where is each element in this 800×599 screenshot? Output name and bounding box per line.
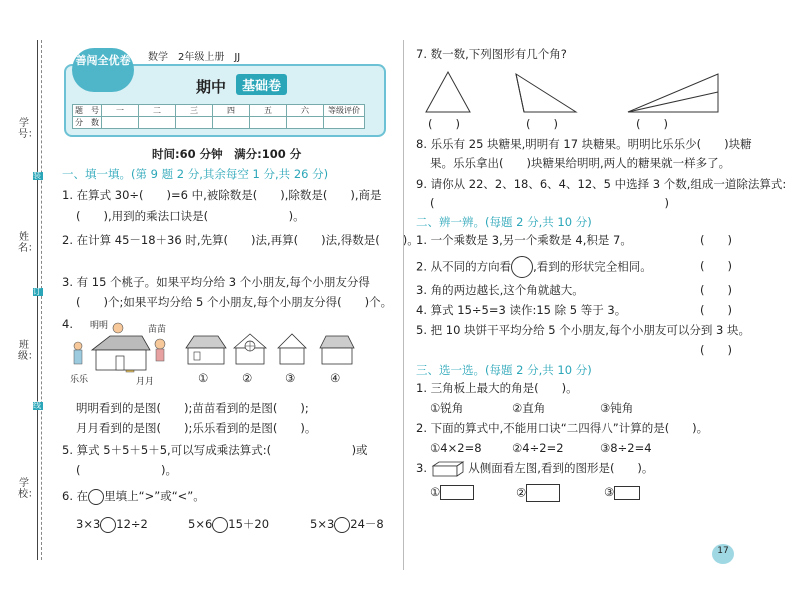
class-label: 班级： [18, 340, 38, 362]
score-cell[interactable] [176, 117, 213, 129]
time-limit: 时间:60 分钟 满分:100 分 [152, 147, 302, 161]
question-8-line-2: 果。乐乐拿出( )块糖果给明明,两人的糖果就一样多了。 [430, 156, 731, 170]
score-cell: 分 数 [73, 117, 102, 129]
name-yueyue: 月月 [136, 377, 155, 387]
compare-circle-icon[interactable] [334, 517, 350, 533]
score-header-cell: 一 [102, 105, 139, 117]
cuboid-icon [431, 461, 465, 477]
question-9-line-2: ( ) [430, 196, 669, 210]
compare-item-1: 3×3 12÷2 [76, 517, 148, 531]
subject-label: 数学 2年级上册 JJ [148, 52, 241, 63]
house-option-1: ① [198, 371, 209, 385]
question-5-line-1: 5. 算式 5＋5＋5＋5,可以写成乘法算式:( )或 [62, 443, 368, 457]
judge-3-answer[interactable]: ( ) [700, 283, 732, 297]
question-7: 7. 数一数,下列图形有几个角? [416, 47, 567, 61]
score-header-cell: 六 [287, 105, 324, 117]
name-miaomiao: 苗苗 [148, 325, 167, 335]
choice-3: 3. 从侧面看左图,看到的图形是( )。 [416, 461, 654, 475]
binding-mark: 线 [33, 401, 41, 410]
judge-5-answer[interactable]: ( ) [700, 343, 732, 357]
judge-3: 3. 角的两边越长,这个角就越大。 [416, 283, 584, 297]
exam-title: 期中 [196, 78, 227, 96]
question-5-line-2: ( )。 [76, 463, 177, 477]
house-option-2: ② [242, 371, 253, 385]
name-mingming: 明明 [90, 321, 109, 331]
house-option-4: ④ [330, 371, 341, 385]
exam-subtitle: 基础卷 [236, 74, 287, 95]
question-2: 2. 在计算 45－18＋36 时,先算( )法,再算( )法,得数是( )。 [62, 233, 419, 247]
name-lele: 乐乐 [70, 375, 89, 385]
binding-mark: 订 [33, 287, 41, 296]
choice-2-option-c: ③8÷2=4 [600, 441, 652, 455]
student-id-label: 学号： [18, 118, 38, 140]
rectangle-icon [614, 486, 640, 500]
question-9-line-1: 9. 请你从 22、2、18、6、4、12、5 中选择 3 个数,组成一道除法算式: [416, 177, 787, 191]
school-label: 学校： [18, 478, 38, 500]
compare-circle-icon[interactable] [212, 517, 228, 533]
score-header-cell: 题 号 [73, 105, 102, 117]
name-label: 姓名： [18, 232, 38, 254]
rectangle-icon [440, 485, 474, 500]
choice-1-option-a: ①锐角 [430, 401, 464, 415]
score-cell[interactable] [287, 117, 324, 129]
choice-2: 2. 下面的算式中,不能用口诀“二四得八”计算的是( )。 [416, 421, 709, 435]
judge-2: 2. 从不同的方向看 ,看到的形状完全相同。 [416, 256, 652, 278]
question-3-line-1: 3. 有 15 个桃子。如果平均分给 3 个小朋友,每个小朋友分得 [62, 275, 370, 289]
judge-4-answer[interactable]: ( ) [700, 303, 732, 317]
choice-1: 1. 三角板上最大的角是( )。 [416, 381, 578, 395]
choice-2-option-b: ②4÷2=2 [512, 441, 564, 455]
score-cell[interactable] [250, 117, 287, 129]
binding-mark: 装 [33, 171, 41, 180]
section-1-heading: 一、填一填。(第 9 题 2 分,其余每空 1 分,共 26 分) [62, 167, 329, 181]
angle-shapes [420, 68, 730, 116]
choice-3-option-b: ② [516, 484, 560, 502]
choice-3-option-c: ③ [604, 484, 640, 500]
score-header-cell: 等级评价 [324, 105, 365, 117]
house-views-illustration [70, 318, 360, 390]
judge-1-answer[interactable]: ( ) [700, 233, 732, 247]
question-3-line-2: ( )个;如果平均分给 5 个小朋友,每个小朋友分得( )个。 [76, 295, 393, 309]
choice-2-option-a: ①4×2=8 [430, 441, 482, 455]
binding-line [37, 40, 38, 560]
score-cell[interactable] [213, 117, 250, 129]
brand-logo: 善闯全优卷 [72, 48, 134, 92]
angle-answer-2[interactable]: ( ) [526, 117, 558, 131]
choice-1-option-c: ③钝角 [600, 401, 634, 415]
choice-1-option-b: ②直角 [512, 401, 546, 415]
judge-1: 1. 一个乘数是 3,另一个乘数是 4,积是 7。 [416, 233, 632, 247]
house-option-3: ③ [285, 371, 296, 385]
question-4-answer-2: 月月看到的是图( );乐乐看到的是图( )。 [76, 421, 317, 435]
angle-answer-1[interactable]: ( ) [428, 117, 460, 131]
choice-3-option-a: ① [430, 484, 474, 500]
rectangle-icon [526, 484, 560, 502]
cut-line [41, 40, 42, 560]
compare-item-3: 5×3 24－8 [310, 517, 384, 531]
judge-5: 5. 把 10 块饼干平均分给 5 个小朋友,每个小朋友可以分到 3 块。 [416, 323, 750, 337]
question-8-line-1: 8. 乐乐有 25 块糖果,明明有 17 块糖果。明明比乐乐少( )块糖 [416, 137, 752, 151]
compare-circle-icon [88, 489, 104, 505]
column-divider [403, 40, 404, 570]
question-4-number: 4. [62, 317, 73, 331]
score-cell[interactable] [102, 117, 139, 129]
page-number: 17 [712, 544, 734, 564]
house-drawings [70, 318, 360, 390]
score-table [72, 104, 365, 129]
compare-item-2: 5×6 15＋20 [188, 517, 270, 531]
judge-2-answer[interactable]: ( ) [700, 259, 732, 273]
section-3-heading: 三、选一选。(每题 2 分,共 10 分) [416, 363, 592, 377]
score-cell[interactable] [139, 117, 176, 129]
score-header-cell: 三 [176, 105, 213, 117]
question-1-line-2: ( ),用到的乘法口诀是( )。 [76, 209, 305, 223]
question-6: 6. 在 里填上“>”或“<”。 [62, 489, 205, 503]
score-header-cell: 五 [250, 105, 287, 117]
angle-answer-3[interactable]: ( ) [636, 117, 668, 131]
score-cell[interactable] [324, 117, 365, 129]
score-header-cell: 二 [139, 105, 176, 117]
section-2-heading: 二、辨一辨。(每题 2 分,共 10 分) [416, 215, 592, 229]
question-1-line-1: 1. 在算式 30÷( )=6 中,被除数是( ),除数是( ),商是 [62, 188, 382, 202]
score-header-cell: 四 [213, 105, 250, 117]
sphere-icon [511, 256, 533, 278]
judge-4: 4. 算式 15÷5=3 读作:15 除 5 等于 3。 [416, 303, 627, 317]
question-4-answer-1: 明明看到的是图( );苗苗看到的是图( ); [76, 401, 309, 415]
compare-circle-icon[interactable] [100, 517, 116, 533]
